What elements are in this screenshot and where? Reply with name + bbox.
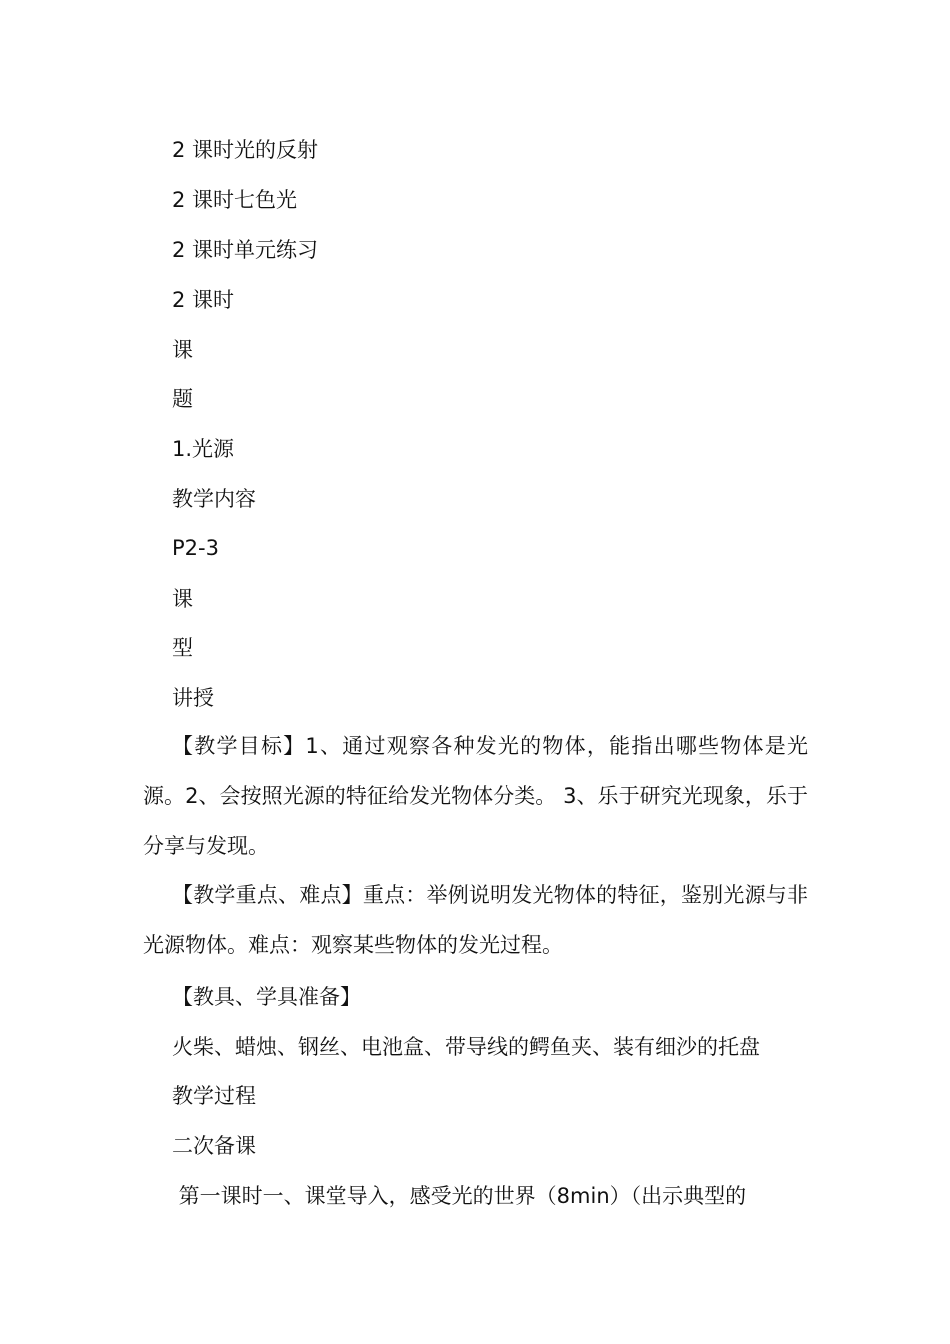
schedule-line-reflection: 2 课时光的反射 xyxy=(172,138,319,162)
key-points: 【教学重点、难点】重点：举例说明发光物体的特征，鉴别光源与非光源物体。难点：观察某些物体的发光过程。 xyxy=(143,883,808,957)
page-range: P2-3 xyxy=(172,536,219,560)
schedule-line-hours: 2 课时 xyxy=(172,288,235,312)
schedule-line-unit-practice: 2 课时单元练习 xyxy=(172,238,319,262)
lesson-type: 讲授 xyxy=(172,686,214,710)
schedule-line-seven-colors: 2 课时七色光 xyxy=(172,188,298,212)
label-teaching-content: 教学内容 xyxy=(172,487,256,511)
teaching-objectives: 【教学目标】1、通过观察各种发光的物体，能指出哪些物体是光源。2、会按照光源的特征给发光物体分类。 3、乐于研究光现象，乐于分享与发现。 xyxy=(143,734,808,858)
label-xing: 型 xyxy=(172,636,193,660)
materials-list: 火柴、蜡烛、钢丝、电池盒、带导线的鳄鱼夹、装有细沙的托盘 xyxy=(172,1035,760,1059)
label-ti: 题 xyxy=(172,387,193,411)
label-ke-2: 课 xyxy=(172,587,193,611)
first-lesson-intro: 第一课时一、课堂导入，感受光的世界（8min）（出示典型的 xyxy=(172,1184,747,1208)
process-heading: 教学过程 xyxy=(172,1084,256,1108)
lesson-title: 1.光源 xyxy=(172,437,235,461)
label-ke: 课 xyxy=(172,338,193,362)
materials-heading: 【教具、学具准备】 xyxy=(172,985,361,1009)
second-prep: 二次备课 xyxy=(172,1134,256,1158)
